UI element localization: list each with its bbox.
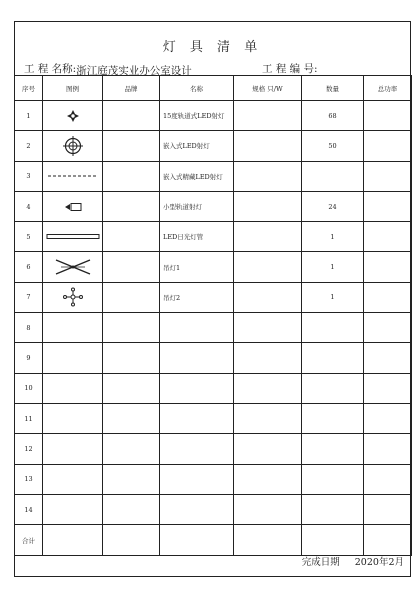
row-spec bbox=[234, 343, 302, 373]
table-row bbox=[15, 191, 412, 221]
row-no: 8 bbox=[15, 313, 43, 343]
dashed-line-icon bbox=[43, 161, 103, 191]
table-row bbox=[15, 101, 412, 131]
row-power bbox=[364, 343, 412, 373]
row-no: 3 bbox=[15, 161, 43, 191]
lighting-list-sheet bbox=[14, 21, 411, 577]
row-name: 吊灯2 bbox=[160, 282, 234, 312]
row-power bbox=[364, 161, 412, 191]
row-brand bbox=[103, 252, 160, 282]
header-power: 总功率 bbox=[364, 76, 412, 101]
row-qty: 1 bbox=[302, 252, 364, 282]
table-row bbox=[15, 494, 412, 524]
row-brand bbox=[103, 434, 160, 464]
row-name bbox=[160, 434, 234, 464]
row-name bbox=[160, 464, 234, 494]
row-no: 9 bbox=[15, 343, 43, 373]
table-row bbox=[15, 222, 412, 252]
row-spec bbox=[234, 131, 302, 161]
row-brand bbox=[103, 494, 160, 524]
row-no: 6 bbox=[15, 252, 43, 282]
pendant-2-icon bbox=[43, 282, 103, 312]
row-qty bbox=[302, 464, 364, 494]
spot-15-icon bbox=[43, 101, 103, 131]
row-brand bbox=[103, 464, 160, 494]
row-qty bbox=[302, 343, 364, 373]
row-qty bbox=[302, 161, 364, 191]
row-power bbox=[364, 252, 412, 282]
row-no: 13 bbox=[15, 464, 43, 494]
table-row bbox=[15, 252, 412, 282]
row-power bbox=[364, 464, 412, 494]
row-qty bbox=[302, 403, 364, 433]
row-power bbox=[364, 403, 412, 433]
table-row bbox=[15, 313, 412, 343]
row-symbol bbox=[43, 494, 103, 524]
total-row bbox=[15, 525, 412, 556]
row-spec bbox=[234, 464, 302, 494]
row-qty: 1 bbox=[302, 282, 364, 312]
row-qty bbox=[302, 434, 364, 464]
row-brand bbox=[103, 131, 160, 161]
row-brand bbox=[103, 101, 160, 131]
row-qty bbox=[302, 373, 364, 403]
row-brand bbox=[103, 313, 160, 343]
header-name: 名称 bbox=[160, 76, 234, 101]
row-spec bbox=[234, 313, 302, 343]
table-row bbox=[15, 282, 412, 312]
table-row bbox=[15, 434, 412, 464]
header-spec: 规格 只/W bbox=[234, 76, 302, 101]
header-brand: 品牌 bbox=[103, 76, 160, 101]
row-symbol bbox=[43, 434, 103, 464]
row-symbol bbox=[43, 373, 103, 403]
row-power bbox=[364, 101, 412, 131]
row-symbol bbox=[43, 464, 103, 494]
row-no: 7 bbox=[15, 282, 43, 312]
pendant-1-icon bbox=[43, 252, 103, 282]
table-row bbox=[15, 373, 412, 403]
header-symbol: 图例 bbox=[43, 76, 103, 101]
row-qty: 24 bbox=[302, 191, 364, 221]
tube-icon bbox=[43, 222, 103, 252]
row-qty bbox=[302, 313, 364, 343]
row-brand bbox=[103, 191, 160, 221]
table-row bbox=[15, 161, 412, 191]
row-qty: 68 bbox=[302, 101, 364, 131]
header-qty: 数量 bbox=[302, 76, 364, 101]
row-name bbox=[160, 494, 234, 524]
row-qty bbox=[302, 494, 364, 524]
recessed-spot-icon bbox=[43, 131, 103, 161]
row-spec bbox=[234, 282, 302, 312]
row-brand bbox=[103, 373, 160, 403]
total-label: 合计 bbox=[15, 525, 43, 556]
row-brand bbox=[103, 161, 160, 191]
row-spec bbox=[234, 252, 302, 282]
row-name: 嵌入式LED射灯 bbox=[160, 131, 234, 161]
table-row bbox=[15, 464, 412, 494]
project-name-row bbox=[24, 61, 216, 76]
date-value: 2020年2月 bbox=[354, 557, 404, 568]
row-name bbox=[160, 373, 234, 403]
row-spec bbox=[234, 403, 302, 433]
row-name bbox=[160, 403, 234, 433]
table-row bbox=[15, 343, 412, 373]
table-row bbox=[15, 403, 412, 433]
row-power bbox=[364, 131, 412, 161]
track-spot-icon bbox=[43, 191, 103, 221]
row-name: 小型轨道射灯 bbox=[160, 191, 234, 221]
row-spec bbox=[234, 494, 302, 524]
row-no: 12 bbox=[15, 434, 43, 464]
row-no: 14 bbox=[15, 494, 43, 524]
row-no: 11 bbox=[15, 403, 43, 433]
lighting-table bbox=[14, 75, 412, 556]
row-spec bbox=[234, 222, 302, 252]
project-no-row bbox=[262, 61, 368, 76]
row-no: 2 bbox=[15, 131, 43, 161]
row-power bbox=[364, 313, 412, 343]
document-title: 灯 具 清 单 bbox=[162, 40, 263, 55]
row-brand bbox=[103, 282, 160, 312]
row-symbol bbox=[43, 343, 103, 373]
row-spec bbox=[234, 373, 302, 403]
row-spec bbox=[234, 161, 302, 191]
row-power bbox=[364, 494, 412, 524]
project-name-label: 工 程 名称: bbox=[24, 63, 77, 75]
row-spec bbox=[234, 191, 302, 221]
row-no: 10 bbox=[15, 373, 43, 403]
completion-date bbox=[290, 554, 404, 568]
row-spec bbox=[234, 101, 302, 131]
row-qty: 1 bbox=[302, 222, 364, 252]
row-no: 1 bbox=[15, 101, 43, 131]
row-power bbox=[364, 282, 412, 312]
table-row bbox=[15, 131, 412, 161]
row-name bbox=[160, 343, 234, 373]
row-name: 15度轨道式LED射灯 bbox=[160, 101, 234, 131]
header-no: 序号 bbox=[15, 76, 43, 101]
row-brand bbox=[103, 403, 160, 433]
table-header-row bbox=[15, 76, 412, 101]
row-symbol bbox=[43, 403, 103, 433]
row-symbol bbox=[43, 313, 103, 343]
row-no: 4 bbox=[15, 191, 43, 221]
project-name-value: 浙江庭茂实业办公室设计 bbox=[76, 63, 216, 76]
row-no: 5 bbox=[15, 222, 43, 252]
row-spec bbox=[234, 434, 302, 464]
row-power bbox=[364, 222, 412, 252]
row-name: 吊灯1 bbox=[160, 252, 234, 282]
row-power bbox=[364, 191, 412, 221]
row-brand bbox=[103, 222, 160, 252]
row-power bbox=[364, 373, 412, 403]
row-name: 嵌入式精藏LED射灯 bbox=[160, 161, 234, 191]
row-qty: 50 bbox=[302, 131, 364, 161]
row-power bbox=[364, 434, 412, 464]
row-name: LED日光灯管 bbox=[160, 222, 234, 252]
project-no-label: 工 程 编 号: bbox=[262, 63, 318, 75]
row-name bbox=[160, 313, 234, 343]
row-brand bbox=[103, 343, 160, 373]
date-label: 完成日期 bbox=[301, 557, 340, 568]
